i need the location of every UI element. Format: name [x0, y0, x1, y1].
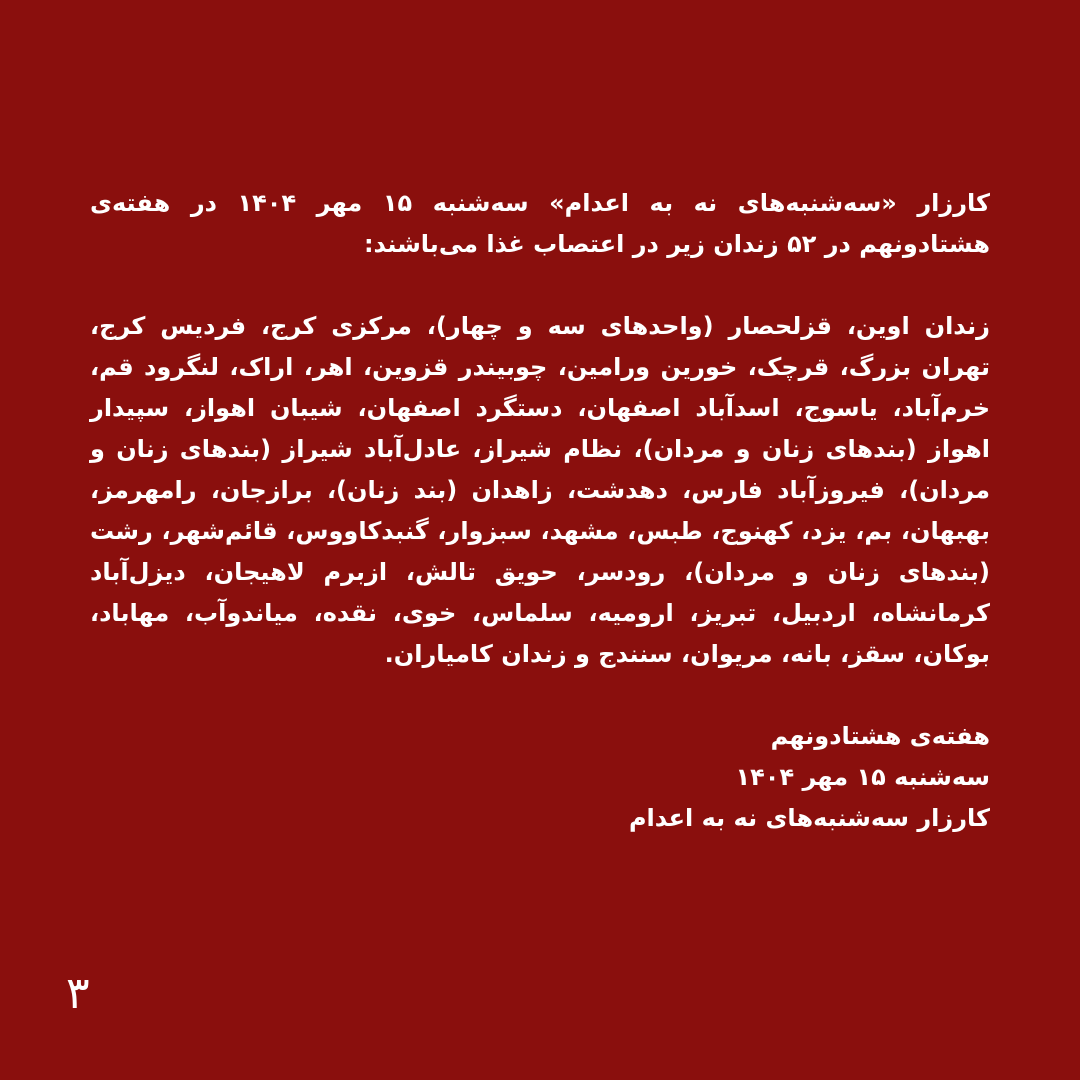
page-number: ۳ — [66, 968, 90, 1019]
statement-text-block — [90, 183, 990, 839]
intro-paragraph: کارزار «سه‌شنبه‌های نه به اعدام» سه‌شنبه ۱۵ مهر ۱۴۰۴ در هفته‌ی هشتادونهم در ۵۲ زندان زیر در اعتصاب غذا می‌باشند: — [90, 189, 991, 258]
signature-date: سه‌شنبه ۱۵ مهر ۱۴۰۴ — [735, 763, 990, 791]
signature-week: هفته‌ی هشتادونهم — [770, 722, 990, 750]
prison-list-paragraph: زندان اوین، قزلحصار (واحدهای سه و چهار)، مرکزی کرج، فردیس کرج، تهران بزرگ، قرچک، خورین ورامین، چوبیندر قزوین، اهر، اراک، لنگرود قم، خرم‌آباد، یاسوج، اسدآباد اصفهان، دستگرد اصفهان، شیبان اهواز، سپیدار اهواز (بندهای زنان و مردان)، نظام شیراز، عادل‌آباد شیراز (بندهای زنان و مردان)، فیروزآباد فارس، دهدشت، زاهدان (بند زنان)، برازجان، رامهرمز، بهبهان، بم، یزد، کهنوج، طبس، مشهد، سبزوار، گنبدکاووس، قائم‌شهر، رشت (بندهای زنان و مردان)، رودسر، حویق تالش، ازبرم لاهیجان، دیزل‌آباد کرمانشاه، اردبیل، تبریز، ارومیه، سلماس، خوی، نقده، میاندوآب، مهاباد، بوکان، سقز، بانه، مریوان، سنندج و زندان کامیاران. — [90, 312, 990, 668]
signature-campaign: کارزار سه‌شنبه‌های نه به اعدام — [628, 804, 990, 832]
signature-block — [90, 716, 990, 839]
